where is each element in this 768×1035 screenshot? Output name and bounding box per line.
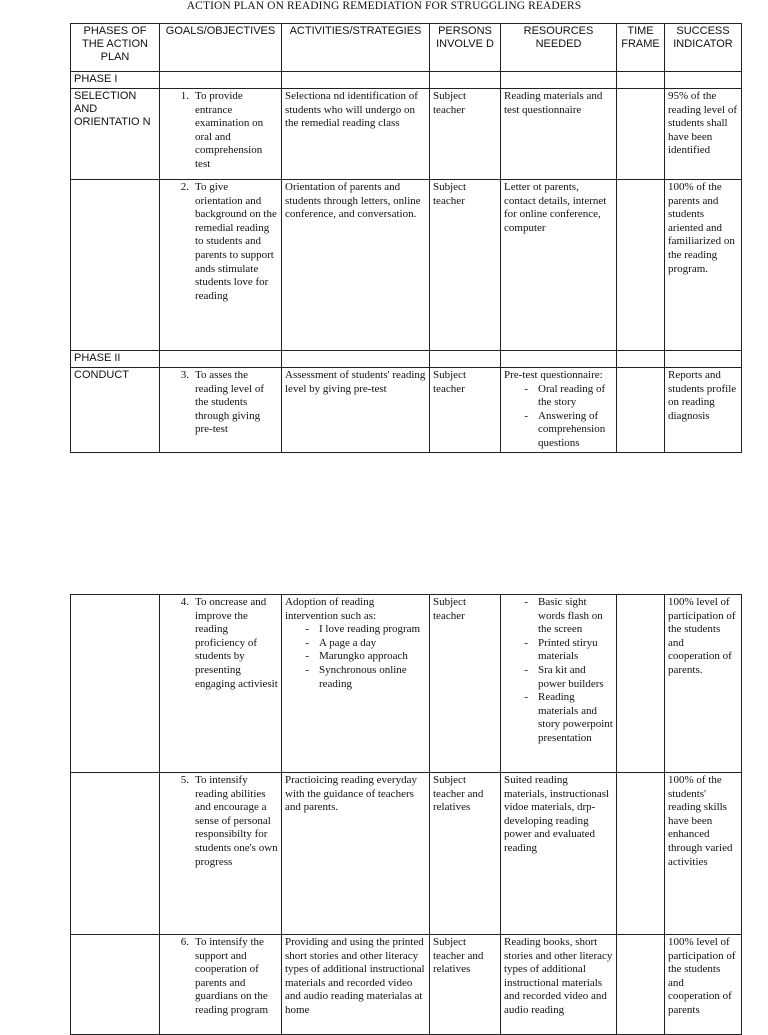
indicator-cell: Reports and students profile on reading diagnosis [665, 368, 742, 453]
header-success-indicator: SUCCESS INDICATOR [665, 24, 742, 72]
goal-number: 6. [180, 936, 189, 948]
list-item: - Marungko approach [305, 650, 408, 663]
goal-number: 3. [180, 369, 189, 381]
time-frame-cell [617, 180, 665, 351]
phase-1-label: PHASE I [71, 72, 160, 89]
document-title: ACTION PLAN ON READING REMEDIATION FOR STRUGGLING READERS [186, 0, 582, 12]
action-plan-table-page-2 [70, 594, 742, 1035]
phase-1-name: SELECTION AND ORIENTATIO N [71, 89, 160, 180]
time-frame-cell [617, 89, 665, 180]
activity-list [285, 623, 426, 691]
goal-number: 4. [180, 596, 189, 608]
activity-intro: Adoption of reading intervention such as: [285, 596, 377, 622]
list-item: - Answering of comprehension questions [524, 409, 606, 449]
persons-cell: Subject teacher [430, 368, 501, 453]
header-activities: ACTIVITIES/STRATEGIES [282, 24, 430, 72]
resources-cell: Suited reading materials, instructionasl vidoe materials, drp-developing reading power and evaluated reading [501, 773, 617, 935]
goal-number: 1. [180, 90, 189, 102]
time-frame-cell [617, 935, 665, 1035]
list-item: - A page a day [305, 636, 377, 649]
persons-cell: Subject teacher and relatives [430, 935, 501, 1035]
resources-intro: Pre-test questionnaire: [504, 369, 603, 381]
resources-cell: Letter ot parents, contact details, internet for online conference, computer [501, 180, 617, 351]
resources-cell: Reading materials and test questionnaire [501, 89, 617, 180]
goal-number: 5. [180, 774, 189, 786]
header-phases: PHASES OF THE ACTION PLAN [71, 24, 160, 72]
time-frame-cell [617, 773, 665, 935]
header-persons: PERSONS INVOLVE D [430, 24, 501, 72]
table-row [71, 595, 742, 773]
activity-cell: Assessment of students' reading level by giving pre-test [282, 368, 430, 453]
list-item: - Synchronous online reading [305, 663, 407, 690]
resources-list [504, 596, 613, 746]
time-frame-cell [617, 595, 665, 773]
list-item: - Basic sight words flash on the screen [524, 596, 603, 636]
phase-row [71, 72, 742, 89]
resources-cell: Reading books, short stories and other literacy types of additional instructional materials and recorded video and audio reading [501, 935, 617, 1035]
goal-text: To oncrease and improve the reading proficiency of students by presenting engaging activiesit [195, 596, 278, 690]
goal-number: 2. [180, 181, 189, 193]
header-resources: RESOURCES NEEDED [501, 24, 617, 72]
list-item: - Reading materials and story powerpoint presentation [524, 691, 613, 744]
persons-cell: Subject teacher and relatives [430, 773, 501, 935]
indicator-cell: 100% level of participation of the students and cooperation of parents. [665, 595, 742, 773]
header-time-frame: TIME FRAME [617, 24, 665, 72]
table-row [71, 180, 742, 351]
header-goals: GOALS/OBJECTIVES [160, 24, 282, 72]
phase-2-label: PHASE II [71, 351, 160, 368]
phase-2-name: CONDUCT [71, 368, 160, 453]
goal-text: To intensify reading abilities and encourage a sense of personal responsibilty for students one's own progress [195, 774, 278, 868]
goal-text: To provide entrance examination on oral and comprehension test [195, 90, 264, 170]
table-row [71, 773, 742, 935]
persons-cell: Subject teacher [430, 180, 501, 351]
activity-cell: Selectiona nd identification of students who will undergo on the remedial reading class [282, 89, 430, 180]
phase-row [71, 351, 742, 368]
table-row [71, 89, 742, 180]
resources-list [504, 383, 613, 451]
indicator-cell: 100% level of participation of the students and cooperation of parents [665, 935, 742, 1035]
goal-text: To asses the reading level of the students through giving pre-test [195, 369, 265, 436]
table-row [71, 368, 742, 453]
list-item: - I love reading program [305, 623, 421, 636]
activity-cell: Orientation of parents and students through letters, online conference, and conversation. [282, 180, 430, 351]
goal-text: To give orientation and background on the remedial reading to students and parents to support ands stimulate students love for reading [195, 181, 277, 302]
list-item: - Printed stiryu materials [524, 636, 598, 663]
indicator-cell: 100% of the parents and students ariented and familiarized on the reading program. [665, 180, 742, 351]
goal-text: To intensify the support and cooperation of parents and guardians on the reading program [195, 936, 268, 1016]
activity-cell: Practioicing reading everyday with the guidance of teachers and parents. [282, 773, 430, 935]
action-plan-table-page-1 [70, 23, 742, 453]
activity-cell: Providing and using the printed short stories and other literacy types of additional instructional materials and recorded video and audio reading materialas at home [282, 935, 430, 1035]
table-row [71, 935, 742, 1035]
list-item: - Oral reading of the story [524, 382, 606, 409]
list-item: - Sra kit and power builders [524, 663, 604, 690]
indicator-cell: 100% of the students' reading skills have been enhanced through varied activities [665, 773, 742, 935]
persons-cell: Subject teacher [430, 595, 501, 773]
time-frame-cell [617, 368, 665, 453]
persons-cell: Subject teacher [430, 89, 501, 180]
header-row [71, 24, 742, 72]
indicator-cell: 95% of the reading level of students shall have been identified [665, 89, 742, 180]
